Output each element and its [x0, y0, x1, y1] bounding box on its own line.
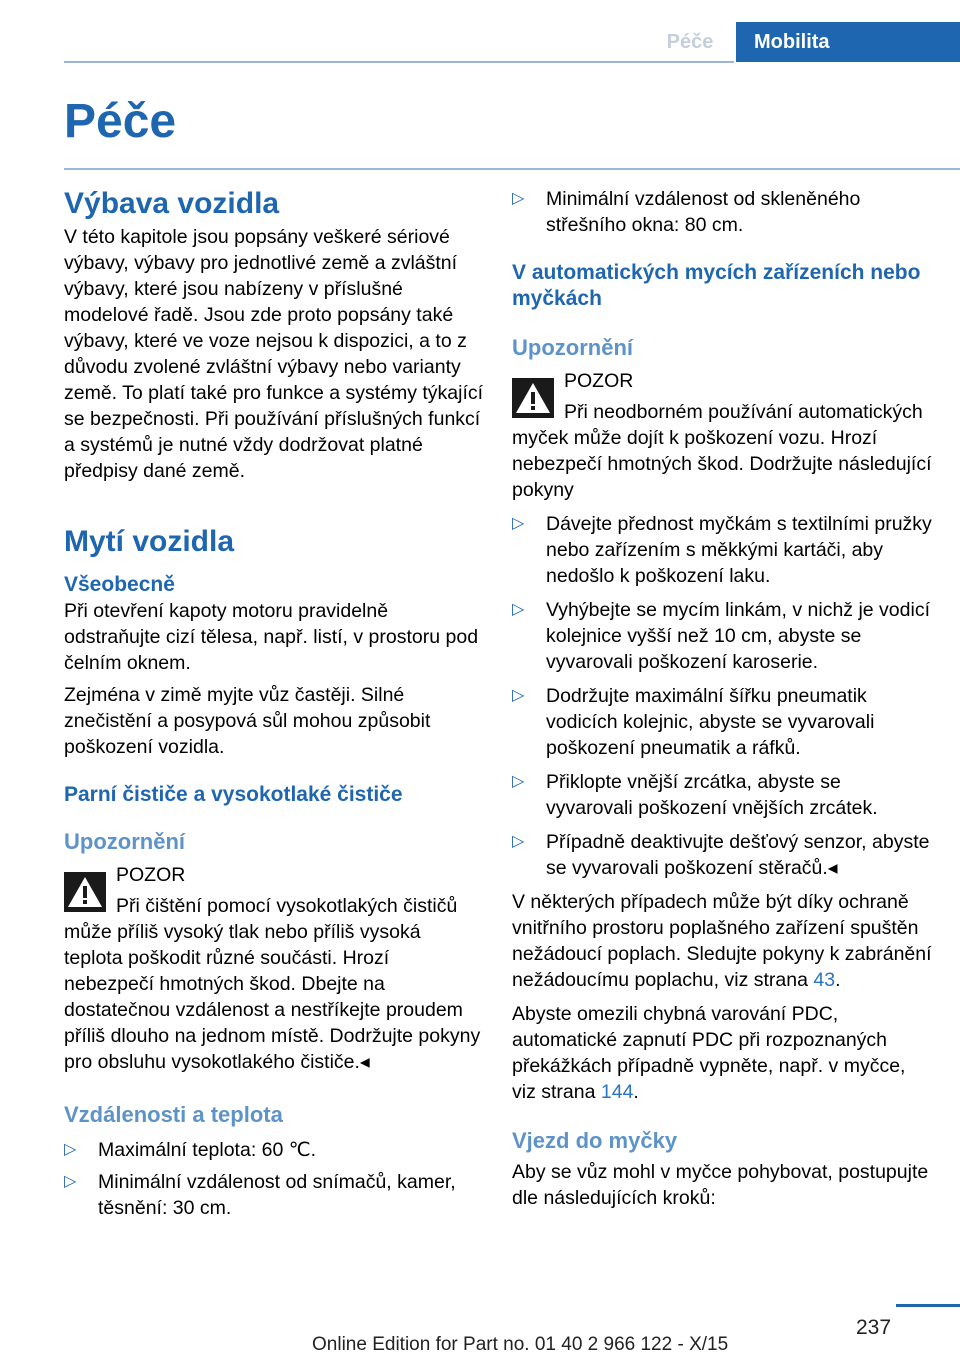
page-link-43[interactable]: 43	[813, 969, 836, 991]
vseobecne-paragraph-1: Při otevření kapoty motoru pravidelně odstraňujte cizí tělesa, např. listí, v prostoru pod čelním oknem.	[64, 600, 479, 674]
list-item: ▷ Případně deaktivujte dešťový senzor, abyste se vyvarovali poškození stěračů.◂	[512, 831, 930, 879]
triangle-bullet-icon: ▷	[64, 1141, 77, 1158]
header-divider	[64, 61, 734, 63]
subsection-title-parni: Parní čističe a vysokotlaké čističe	[64, 783, 403, 806]
pdc-paragraph: Abyste omezili chybná varování PDC, automatické zapnutí PDC při rozpoznaných překážkách případně vypněte, např. v myčce, viz strana 144.	[512, 1003, 906, 1103]
warning-block	[512, 368, 932, 503]
warning-text: Při čištění pomocí vysokotlakých čističů může příliš vysoký tlak nebo příliš vysoká teplota poškodit různé součásti. Hrozí nebezpečí hmotných škod. Dbejte na dostatečnou vzdálenost a nestříkejte proudem příliš dlouho na jednom místě. Dodržujte pokyny pro obsluhu vysokotlakého čističe.◂	[64, 895, 481, 1073]
chapter-title: Péče	[64, 95, 177, 148]
list-item: ▷ Minimální vzdálenost od skleněného střešního okna: 80 cm.	[512, 188, 861, 236]
section-title-myti: Mytí vozidla	[64, 525, 235, 558]
triangle-bullet-icon: ▷	[512, 515, 525, 532]
list-item: ▷ Vyhýbejte se mycím linkám, v nichž je vodicí kolejnice vyšší než 10 cm, abyste se vyvarovali poškození karoserie.	[512, 599, 930, 673]
list-item: ▷ Minimální vzdálenost od snímačů, kamer, těsnění: 30 cm.	[64, 1171, 456, 1219]
footer-edition: Online Edition for Part no. 01 40 2 966 122 - X/15	[312, 1334, 729, 1355]
alarm-paragraph: V některých případech může být díky ochraně vnitřního prostoru poplašného zařízení spuštěn nežádoucí poplach. Sledujte pokyny k zabránění nežádoucímu poplachu, viz strana 43.	[512, 891, 932, 991]
list-item: ▷ Přiklopte vnější zrcátka, abyste se vyvarovali poškození vnějších zrcátek.	[512, 771, 878, 819]
warning-text: Při neodborném používání automatických myček může dojít k poškození vozu. Hrozí nebezpečí hmotných škod. Dodržujte následující pokyny	[512, 401, 932, 501]
triangle-bullet-icon: ▷	[512, 773, 525, 790]
footer-accent-rule	[896, 1304, 960, 1307]
list-item: ▷ Dodržujte maximální šířku pneumatik vodicích kolejnic, abyste se vyvarovali poškození pneumatik a ráfků.	[512, 685, 875, 759]
subsection-title-vzdalenosti: Vzdálenosti a teplota	[64, 1102, 283, 1127]
distance-list-continued	[512, 186, 932, 238]
tab-pece[interactable]: Péče	[666, 30, 714, 53]
distance-list	[64, 1137, 484, 1221]
warning-icon	[64, 872, 106, 912]
vseobecne-paragraph-2: Zejména v zimě myjte vůz častěji. Silné znečistění a posypová sůl mohou způsobit poškození vozidla.	[64, 684, 431, 758]
vjezd-text: Aby se vůz mohl v myčce pohybovat, postupujte dle následujících kroků:	[512, 1161, 929, 1209]
triangle-bullet-icon: ▷	[512, 601, 525, 618]
subsection-title-automaticke-myci: V automatických mycích zařízeních nebo myčkách	[512, 261, 921, 310]
vybava-text: V této kapitole jsou popsány veškeré sériové výbavy, výbavy pro jednotlivé země a zvláštní výbavy, které jsou nabízeny v příslušné modelové řadě. Jsou zde proto popsány také výbavy, které ve voze nejsou k dispozici, a to z důvodu zvolené zvláštní výbavy nebo varianty země. To platí také pro funkce a systémy týkající se bezpečnosti. Při používání příslušných funkcí a systémů je nutné vždy dodržovat platné předpisy dané země.	[64, 226, 484, 482]
header-tabs	[644, 22, 960, 62]
car-wash-tips-list	[512, 511, 932, 881]
triangle-bullet-icon: ▷	[512, 833, 525, 850]
page-link-144[interactable]: 144	[600, 1081, 634, 1103]
triangle-bullet-icon: ▷	[512, 687, 525, 704]
subsection-title-vjezd: Vjezd do myčky	[512, 1128, 678, 1153]
warning-label: POZOR	[564, 370, 634, 392]
triangle-bullet-icon: ▷	[64, 1173, 77, 1190]
left-column	[64, 180, 484, 1221]
subsection-title-vseobecne: Všeobecně	[64, 573, 175, 596]
title-divider	[64, 168, 960, 170]
triangle-bullet-icon: ▷	[512, 190, 525, 207]
list-item: ▷ Maximální teplota: 60 ℃.	[64, 1139, 317, 1161]
section-title-vybava: Výbava vozidla	[64, 187, 280, 220]
note-title: Upozornění	[64, 829, 185, 854]
right-column	[512, 180, 932, 1211]
page-number: 237	[856, 1316, 892, 1339]
tab-mobilita[interactable]: Mobilita	[736, 22, 960, 62]
warning-label: POZOR	[116, 864, 186, 886]
list-item: ▷ Dávejte přednost myčkám s textilními pružky nebo zařízením s měkkými kartáči, aby nedošlo k poškození laku.	[512, 513, 932, 587]
warning-icon	[512, 378, 554, 418]
warning-block	[64, 862, 484, 1075]
note-title: Upozornění	[512, 335, 633, 360]
